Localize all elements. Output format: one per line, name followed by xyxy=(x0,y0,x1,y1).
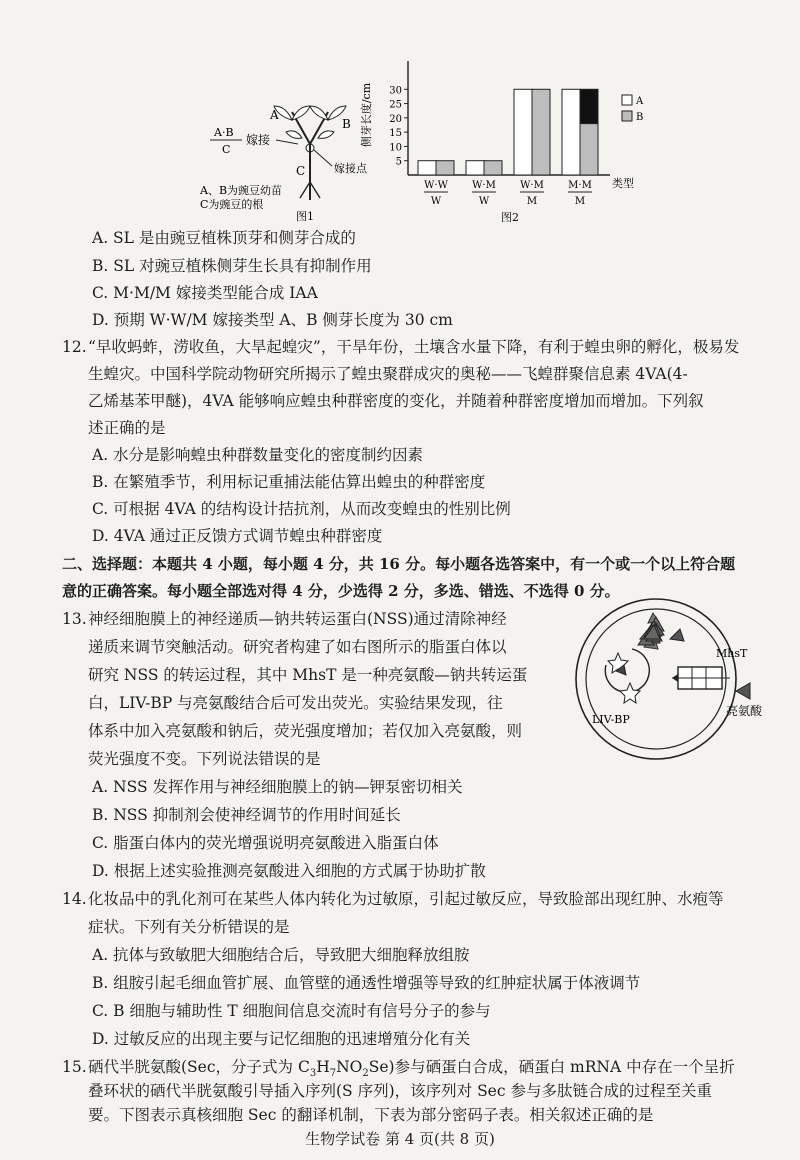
x-axis-label: 类型 xyxy=(612,177,634,190)
q12-stem-line: 乙烯基苯甲醚)，4VA 能够响应蝗虫种群密度的变化，并随着种群密度增加而增加。下列叙 xyxy=(88,392,704,410)
root-branch xyxy=(310,182,320,198)
q15-stem-line: 要。下图表示真核细胞 Sec 的翻译机制，下表为部分密码子表。相关叙述正确的是 xyxy=(88,1106,654,1124)
mhst-label: MhsT xyxy=(716,647,748,660)
figure-2-chart xyxy=(360,55,660,225)
q13-stem-line: 神经细胞膜上的神经递质—钠共转运蛋白(NSS)通过清除神经 xyxy=(88,610,507,628)
caption-line-2: C为豌豆的根 xyxy=(200,198,264,211)
fraction-denominator: C xyxy=(222,143,231,156)
q12-stem-line: 生蝗灾。中国科学院动物研究所揭示了蝗虫聚群成灾的奥秘——飞蝗群聚信息素 4VA(4- xyxy=(88,365,688,383)
bar-A xyxy=(514,89,532,175)
leaf-icon xyxy=(318,131,334,139)
bar-B xyxy=(580,124,598,175)
q14-stem-line: 症状。下列有关分析错误的是 xyxy=(88,918,290,936)
bar-B xyxy=(436,161,454,175)
root-branch xyxy=(300,182,310,198)
legend-label-a: A xyxy=(636,96,644,107)
figure-2-title: 图2 xyxy=(501,211,519,224)
y-tick-label: 20 xyxy=(389,113,402,125)
subscript: 3 xyxy=(309,1068,317,1080)
bar-B-top xyxy=(580,89,598,123)
q13-stem-line: 递质来调节突触活动。研究者构建了如右图所示的脂蛋白体以 xyxy=(88,638,507,656)
label-b: B xyxy=(342,117,351,131)
q12-stem-line: 述正确的是 xyxy=(88,419,166,437)
bar-B xyxy=(532,89,550,175)
bar-A xyxy=(418,161,436,175)
section-2-header-cont: 意的正确答案。每小题全部选对得 4 分，少选得 2 分，多选、错选、不选得 0 分。 xyxy=(62,582,620,600)
q13-figure xyxy=(548,595,778,765)
legend-label-b: B xyxy=(636,112,644,123)
leader-line xyxy=(276,140,298,144)
leaf-icon xyxy=(292,106,310,120)
leucine-icon xyxy=(736,683,750,699)
legend-swatch-a xyxy=(622,95,632,105)
q14-option-d: D. 过敏反应的出现主要与记忆细胞的迅速增殖分化有关 xyxy=(92,1030,471,1048)
q14-stem-line: 化妆品中的乳化剂可在某些人体内转化为过敏原，引起过敏反应，导致脸部出现红肿、水疱等 xyxy=(88,890,724,908)
x-tick-label-top: W·M xyxy=(520,180,544,191)
x-tick-label-bottom: M xyxy=(574,196,586,207)
legend-swatch-b xyxy=(622,111,632,121)
fraction-numerator: A·B xyxy=(214,126,234,139)
q15-stem-line: 叠环状的硒代半胱氨酸引导插入序列(S 序列)，该序列对 Sec 参与多肽链合成的过程至关重 xyxy=(88,1082,712,1100)
subscript: 2 xyxy=(362,1068,369,1080)
leaf-icon xyxy=(310,106,328,120)
q14-option-c: C. B 细胞与辅助性 T 细胞间信息交流时有信号分子的参与 xyxy=(92,1002,491,1020)
q13-option-a: A. NSS 发挥作用与神经细胞膜上的钠—钾泵密切相关 xyxy=(92,778,463,796)
q12-option-d: D. 4VA 通过正反馈方式调节蝗虫种群密度 xyxy=(92,527,383,545)
q13-number: 13. xyxy=(62,610,87,628)
x-tick-label-top: W·W xyxy=(424,180,448,191)
q12-option-b: B. 在繁殖季节，利用标记重捕法能估算出蝗虫的种群密度 xyxy=(92,473,486,491)
leader-line xyxy=(314,150,332,166)
q13-stem-line: 白，LIV-BP 与亮氨酸结合后可发出荧光。实验结果发现，往 xyxy=(88,694,503,712)
bar-B xyxy=(484,161,502,175)
liv-bp-label: LIV-BP xyxy=(592,713,630,726)
q15-text: Se)参与硒蛋白合成，硒蛋白 mRNA 中存在一个呈折 xyxy=(368,1058,735,1076)
label-a: A xyxy=(270,108,279,122)
figure-1-title: 图1 xyxy=(296,210,314,222)
label-c: C xyxy=(296,164,306,178)
q13-stem-line: 研究 NSS 的转运过程，其中 MhsT 是一种亮氨酸—钠共转运蛋 xyxy=(88,666,528,684)
q14-number: 14. xyxy=(62,890,87,908)
graft-point-label: 嫁接点 xyxy=(334,162,367,175)
y-axis-label: 侧芽长度/cm xyxy=(360,82,373,148)
x-tick-label-top: W·M xyxy=(472,180,496,191)
q13-option-c: C. 脂蛋白体内的荧光增强说明亮氨酸进入脂蛋白体 xyxy=(92,834,439,852)
x-tick-label-top: M·M xyxy=(568,180,592,191)
fluorescence-star-icon xyxy=(620,683,640,703)
q12-option-c: C. 可根据 4VA 的结构设计拮抗剂，从而改变蝗虫的性别比例 xyxy=(92,500,511,518)
section-2-header: 二、选择题：本题共 4 小题，每小题 4 分，共 16 分。每小题各选答案中，有一个或一个以上符合题 xyxy=(62,555,736,573)
subscript: 7 xyxy=(329,1068,337,1080)
q12-stem-line: “早收蚂蚱，涝收鱼，大旱起蝗灾”，干旱年份，土壤含水量下降，有利于蝗虫卵的孵化，极易发 xyxy=(88,338,740,356)
leucine-label: 亮氨酸 xyxy=(726,704,763,718)
page-footer: 生物学试卷 第 4 页(共 8 页) xyxy=(305,1130,495,1148)
y-tick-label: 5 xyxy=(395,156,402,168)
q11-option-d: D. 预期 W·W/M 嫁接类型 A、B 侧芽长度为 30 cm xyxy=(92,311,453,329)
q11-option-a: A. SL 是由豌豆植株顶芽和侧芽合成的 xyxy=(92,229,356,247)
q11-option-c: C. M·M/M 嫁接类型能合成 IAA xyxy=(92,284,318,302)
y-tick-label: 30 xyxy=(389,85,402,97)
x-tick-label-bottom: M xyxy=(526,196,538,207)
q15-text: H xyxy=(316,1058,330,1076)
caption-line-1: A、B为豌豆幼苗 xyxy=(200,184,283,197)
x-tick-label-bottom: W xyxy=(478,196,490,207)
q15-text: NO xyxy=(336,1058,363,1076)
x-tick-label-bottom: W xyxy=(430,196,442,207)
leaf-icon xyxy=(286,131,302,139)
q13-stem-line: 体系中加入亮氨酸和钠后，荧光强度增加；若仅加入亮氨酸，则 xyxy=(88,722,523,740)
arrow-head-icon xyxy=(672,674,678,682)
q13-stem-line: 荧光强度不变。下列说法错误的是 xyxy=(88,750,321,768)
y-tick-label: 25 xyxy=(389,99,402,111)
q15-number: 15. xyxy=(62,1058,87,1076)
q11-option-b: B. SL 对豌豆植株侧芽生长具有抑制作用 xyxy=(92,257,372,275)
q12-option-a: A. 水分是影响蝗虫种群数量变化的密度制约因素 xyxy=(92,446,424,464)
q14-option-a: A. 抗体与致敏肥大细胞结合后，导致肥大细胞释放组胺 xyxy=(92,946,470,964)
bar-A xyxy=(562,89,580,175)
q13-option-b: B. NSS 抑制剂会使神经调节的作用时间延长 xyxy=(92,806,401,824)
bar-A xyxy=(466,161,484,175)
leucine-icon xyxy=(670,629,684,641)
q13-option-d: D. 根据上述实验推测亮氨酸进入细胞的方式属于协助扩散 xyxy=(92,862,486,880)
y-tick-label: 10 xyxy=(389,142,402,154)
q15-text: 硒代半胱氨酸(Sec，分子式为 C xyxy=(88,1058,310,1076)
q12-number: 12. xyxy=(62,338,87,356)
q14-option-b: B. 组胺引起毛细血管扩展、血管壁的通透性增强等导致的红肿症状属于体液调节 xyxy=(92,974,641,992)
y-tick-label: 15 xyxy=(389,128,402,140)
graft-label: 嫁接 xyxy=(246,133,271,147)
